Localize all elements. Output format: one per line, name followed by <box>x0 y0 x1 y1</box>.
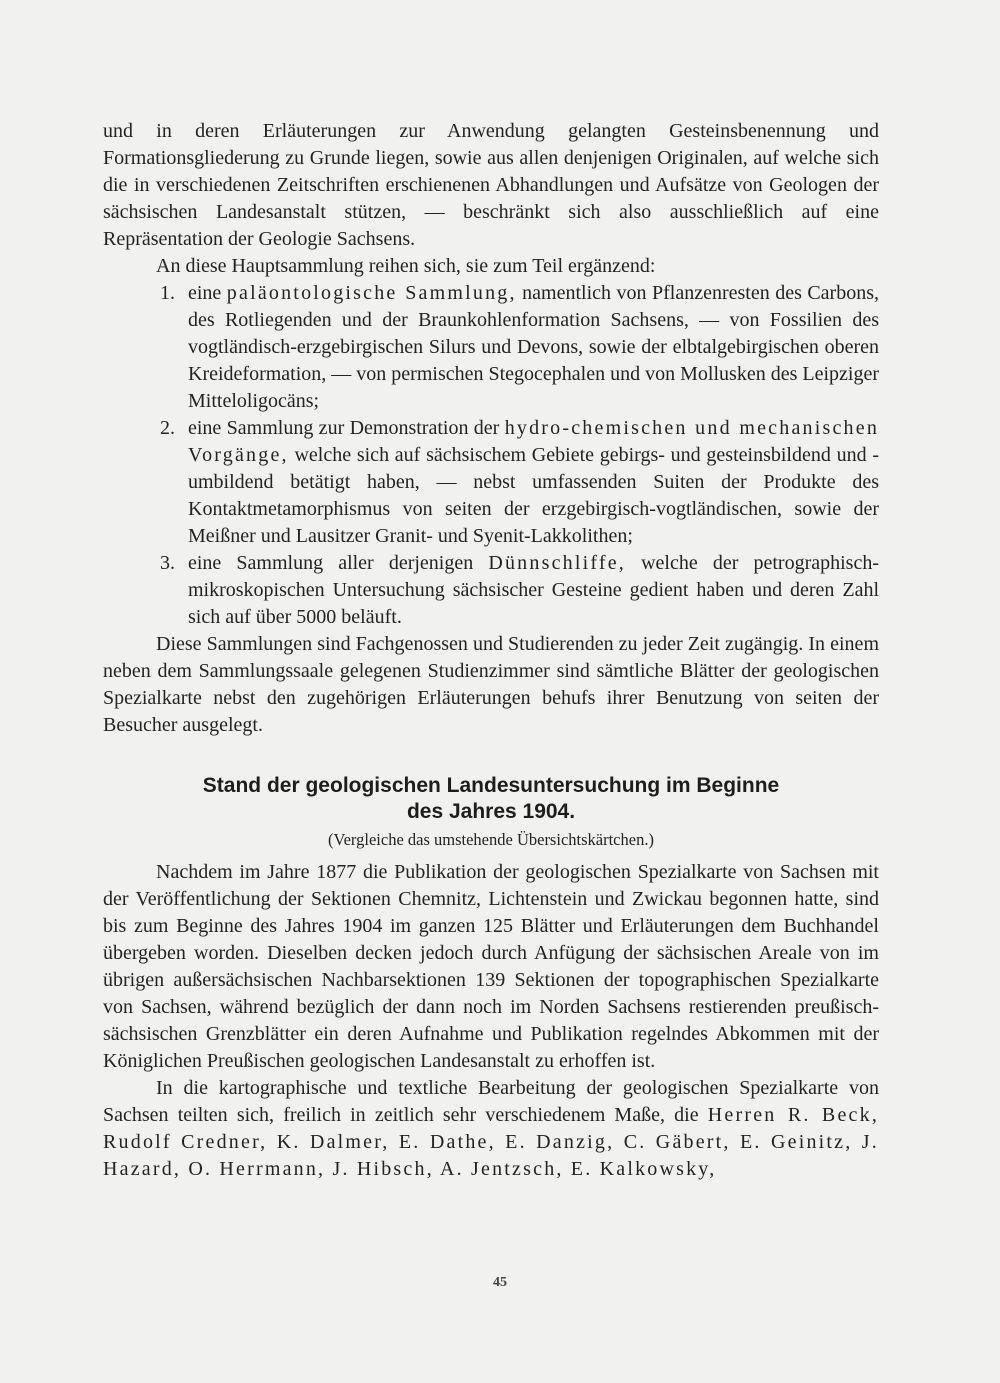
list-number: 1. <box>160 282 175 304</box>
list-item: 1. eine paläontologische Sammlung, namentlich von Pflanzenresten des Carbons, des Rotliegenden und der Braunkohlenformation Sachsens, — von Fossilien des vogtländisch-erzgebirgischen Silurs und Devons, sowie der elbtalgebirgischen oberen Kreideformation, — von permischen Stegocephalen und von Mollusken des Leipziger Mitteloligocäns; <box>160 282 879 412</box>
body-text <box>103 118 879 1183</box>
section-subtitle: (Vergleiche das umstehende Übersichtskärtchen.) <box>328 830 654 849</box>
list-number: 2. <box>160 417 175 439</box>
emphasis: paläontologische Sammlung, <box>226 282 517 304</box>
author-names: Herren R. Beck, Rudolf Credner, K. Dalmer, E. Dathe, E. Danzig, C. Gäbert, E. Geinitz, J. Hazard, O. Herrmann, J. Hibsch, A. Jentzsch, E. Kalkowsky, <box>103 1104 880 1180</box>
list-number: 3. <box>160 552 175 574</box>
section-paragraph: Nachdem im Jahre 1877 die Publikation der geologischen Spezialkarte von Sachsen mit der Veröffentlichung der Sektionen Chemnitz, Lichtenstein und Zwickau begonnen hatte, sind bis zum Beginne des Jahres 1904 im ganzen 125 Blätter und Erläuterungen dem Buchhandel übergeben worden. Dieselben decken jedoch durch Anfügung der sächsischen Areale von im übrigen außersächsischen Nachbarsektionen 139 Sektionen der topographischen Spezialkarte von Sachsen, während bezüglich der dann noch im Norden Sachsens restierenden preußisch-sächsischen Grenzblätter ein deren Aufnahme und Publikation regelndes Abkommen mit der Königlichen Preußischen geologischen Landesanstalt zu erhoffen ist. <box>103 861 879 1072</box>
collections-paragraph: Diese Sammlungen sind Fachgenossen und Studierenden zu jeder Zeit zugängig. In einem neben dem Sammlungssaale gelegenen Studienzimmer sind sämtliche Blätter der geologischen Spezialkarte nebst den zugehörigen Erläuterungen behufs ihrer Benutzung von seiten der Besucher ausgelegt. <box>103 633 879 736</box>
list-item: 3. eine Sammlung aller derjenigen Dünnschliffe, welche der petrographisch-mikroskopischen Untersuchung sächsischer Gesteine gedient haben und deren Zahl sich auf über 5000 beläuft. <box>160 552 879 628</box>
section-title: Stand der geologischen Landesuntersuchung im Beginne des Jahres 1904. <box>202 774 780 823</box>
list-intro: An diese Hauptsammlung reihen sich, sie zum Teil ergänzend: <box>156 255 656 277</box>
intro-paragraph: und in deren Erläuterungen zur Anwendung gelangten Gesteinsbenennung und Formationsgliederung zu Grunde liegen, sowie aus allen denjenigen Originalen, auf welche sich die in verschiedenen Zeitschriften erschienenen Abhandlungen und Aufsätze von Geologen der sächsischen Landesanstalt stützen, — beschränkt sich also ausschließlich auf eine Repräsentation der Geologie Sachsens. <box>103 120 879 250</box>
section-paragraph: In die kartographische und textliche Bearbeitung der geologischen Spezialkarte von Sachsen teilten sich, freilich in zeitlich sehr verschiedenem Maße, die Herren R. Beck, Rudolf Credner, K. Dalmer, E. Dathe, E. Danzig, C. Gäbert, E. Geinitz, J. Hazard, O. Herrmann, J. Hibsch, A. Jentzsch, E. Kalkowsky, <box>103 1077 880 1180</box>
page-number: 45 <box>493 1275 507 1290</box>
list-item: 2. eine Sammlung zur Demonstration der hydro-chemischen und mechanischen Vorgänge, welche sich auf sächsischem Gebiete gebirgs- und gesteinsbildend und -umbildend betätigt haben, — nebst umfassenden Suiten der Produkte des Kontaktmetamorphismus von seiten der erzgebirgisch-vogtländischen, sowie der Meißner und Lausitzer Granit- und Syenit-Lakkolithen; <box>160 417 880 547</box>
emphasis: hydro-chemischen und mechanischen Vorgänge, <box>188 417 880 466</box>
emphasis: Dünnschliffe, <box>488 552 626 574</box>
collection-list <box>103 280 879 631</box>
